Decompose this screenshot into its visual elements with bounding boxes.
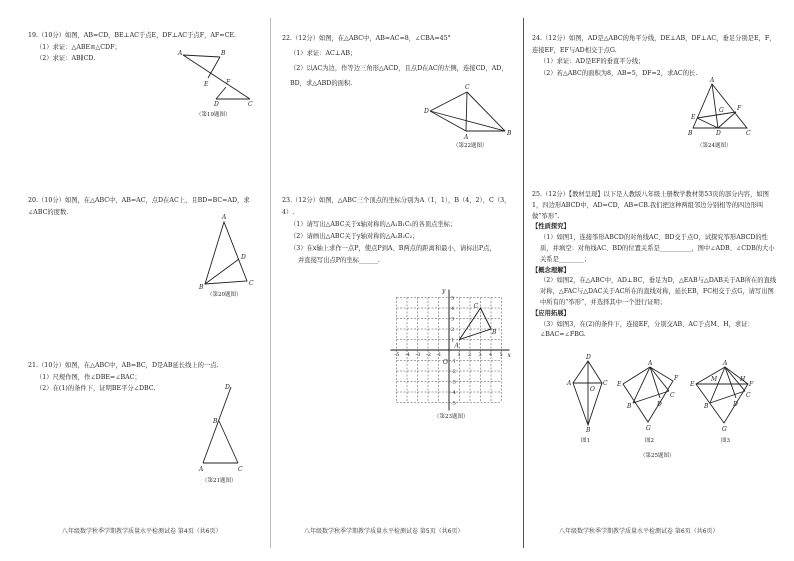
point-label: B: [627, 403, 632, 410]
point-label: D: [586, 354, 591, 361]
figure-19: [177, 50, 253, 118]
point-label: A: [199, 466, 204, 473]
y-tick-label: -5: [451, 400, 456, 407]
point-label: B: [688, 130, 693, 137]
point-label: D: [241, 254, 246, 261]
q25-part-3: （3）如图3，在(2)的条件下，连接EF，分别交AB、AC于点M、H，求证：∠BAC=∠FBG.: [540, 320, 754, 339]
x-tick-label: -2: [426, 352, 431, 358]
point-label: E: [617, 381, 622, 388]
q25-heading-concept: 【概念理解】: [532, 266, 570, 274]
q25-heading-application: 【应用拓展】: [532, 309, 570, 317]
point-label: C: [746, 130, 751, 137]
point-label: A: [648, 360, 653, 367]
point-label: A: [464, 134, 469, 141]
point-label: D: [424, 108, 429, 115]
point-label: F: [226, 79, 231, 86]
x-tick-label: 5: [499, 352, 503, 358]
point-label: E: [690, 381, 695, 388]
q23-part-2: （2）请画出△ABC关于y轴对称的△A₂B₂C₂；: [290, 233, 419, 240]
figure-name: 图2: [645, 438, 654, 444]
q20-stem: 20.（10分）如图，在△ABC中，AB=AC，点D在AC上，且BD=BC=AD，求∠ABC的度数.: [28, 197, 250, 216]
point-label: C: [746, 392, 751, 399]
x-tick-label: -3: [415, 352, 421, 358]
point-label: A: [710, 77, 715, 84]
point-label: E: [691, 114, 696, 121]
q25-part-2: （2）如图2，在△ABC中，AD⊥BC，垂足为D，△EAB与△DAB关于AB所在的直线对称，△FAC与△DAC关于AC所在的直线对称，延长EB，FC相交于点G，请写出图中所有的“筝形”，并选择其中一个进行证明；: [540, 277, 777, 306]
point-label: C: [465, 84, 470, 91]
origin-label: O: [443, 359, 448, 366]
figure-25-2: [616, 360, 679, 444]
figure-caption: （第19题图）: [196, 112, 231, 118]
x-axis-label: x: [507, 352, 511, 359]
q22-stem: 22.（12分）如图，在△ABC中，AB=AC=8，∠CBA=45°: [282, 35, 451, 42]
point-label: C: [249, 280, 254, 287]
point-label: M: [711, 376, 718, 383]
q23-part-3: （3）在x轴上求作一点P，使点P到A、B两点的距离和最小，请标出P点，: [290, 245, 496, 252]
point-label: H: [740, 376, 746, 383]
point-label: B: [586, 427, 591, 434]
y-tick-label: -3: [451, 379, 456, 386]
figure-caption: （第21题图）: [202, 478, 237, 484]
q25-heading-property: 【性质探究】: [532, 223, 570, 231]
y-tick-label: 3: [451, 316, 455, 323]
figure-25-3: [689, 360, 754, 444]
point-label: D: [657, 401, 662, 408]
x-tick-label: 2: [468, 352, 472, 358]
y-tick-label: -1: [451, 358, 456, 365]
q24-part-2: （2）若△ABC的面积为8，AB=5，DF=2，求AC的长.: [540, 69, 698, 77]
q23-part-3-cont: 并直接写出点P的坐标______.: [298, 257, 380, 264]
q23-stem: 23.（12分）如图，△ABC三个顶点的坐标分别为A（1，1），B（4，2），C（3，4）.: [282, 197, 511, 216]
page-footer-5: 八年级数学秋季学期教学质量水平检测试卷 第5页（共6页）: [304, 528, 464, 535]
point-label: C: [248, 101, 253, 108]
figure-23-coordinate-grid: [391, 288, 512, 411]
point-label: A: [567, 380, 572, 387]
point-label: D: [716, 130, 721, 137]
x-tick-label: -1: [436, 352, 442, 358]
point-label: C: [238, 466, 243, 473]
figure-name: 图1: [581, 438, 590, 444]
point-label: G: [646, 425, 651, 432]
point-label: C: [670, 392, 675, 399]
point-label: A: [454, 342, 459, 350]
point-label: B: [507, 130, 512, 137]
point-label: F: [737, 105, 742, 112]
figure-caption: （第25题图）: [640, 453, 675, 459]
x-tick-label: -5: [394, 352, 400, 358]
y-tick-label: 5: [451, 295, 455, 302]
figure-24: [687, 77, 751, 149]
x-tick-label: 3: [478, 352, 482, 358]
point-label: F: [674, 375, 679, 382]
figure-name: 图3: [721, 438, 730, 444]
q22-part-1: （1）求证：AC⊥AB；: [290, 50, 357, 57]
point-label: C: [603, 380, 608, 387]
point-label: G: [719, 107, 724, 114]
point-label: C: [473, 303, 479, 310]
y-tick-label: -4: [451, 390, 456, 396]
q21-stem: 21.（10分）如图，在△ABC中，AB=BC，D是AB延长线上的一点.: [28, 362, 219, 369]
point-label: B: [704, 403, 709, 410]
point-label: F: [749, 381, 754, 388]
q21-part-1: （1）尺规作图，作∠DBE=∠BAC；: [36, 373, 141, 381]
point-label: A: [178, 50, 183, 57]
q19-part-1: （1）求证：△ABE≌△CDF；: [36, 43, 121, 51]
point-label: A: [222, 214, 227, 221]
triangle-abc: [460, 308, 492, 340]
figure-caption: （第20题图）: [207, 292, 242, 298]
q25-stem: 25.（12分）【教材呈现】以下是人教版八年级上册数学教材第53页的部分内容，如图1，四边形ABCD中，AD=CD，AB=CB.我们把这种两组邻边分别相等的四边形叫做“筝形”.: [532, 191, 769, 220]
point-label: G: [722, 426, 727, 433]
q23-part-1: （1）请写出△ABC关于x轴对称的△A₁B₁C₁的各顶点坐标；: [290, 221, 457, 228]
q21-part-2: （2）在(1)的条件下，证明BE平分∠DBC.: [36, 385, 156, 392]
point-label: O: [590, 386, 595, 393]
page-footer-6: 八年级数学秋季学期教学质量水平检测试卷 第6页（共6页）: [559, 528, 719, 535]
point-label: D: [733, 401, 738, 408]
q19-part-2: （2）求证：AB∥CD.: [36, 55, 96, 62]
point-label: D: [214, 101, 219, 108]
figure-21: [198, 384, 243, 484]
figure-22: [423, 84, 512, 149]
point-label: B: [213, 418, 218, 425]
q22-part-2: （2）以AC为边，作等边三角形△ACD，且点D在AC的左侧，连接CD，AD，BD，求△ABD的面积.: [290, 65, 508, 87]
point-label: E: [204, 81, 209, 88]
y-axis-label: y: [442, 287, 446, 295]
page-footer-4: 八年级数学秋季学期教学质量水平检测试卷 第4页（共6页）: [62, 528, 222, 535]
point-label: A: [723, 360, 728, 367]
y-tick-label: 1: [451, 337, 455, 344]
x-tick-label: 4: [489, 352, 493, 358]
point-label: B: [492, 329, 497, 336]
y-tick-label: 4: [451, 306, 455, 312]
x-tick-label: -4: [405, 352, 410, 358]
point-label: B: [221, 50, 226, 57]
figure-caption: （第22题图）: [453, 143, 488, 149]
figure-20: [198, 214, 254, 298]
x-tick-label: 1: [457, 352, 461, 358]
point-label: D: [225, 384, 230, 391]
y-tick-label: -2: [451, 369, 456, 375]
figure-25-1: [566, 354, 608, 444]
q24-stem: 24.（12分）如图，AD是△ABC的角平分线，DE⊥AB，DF⊥AC，垂足分别是E，F，连接EF，EF与AD相交于点G.: [532, 35, 776, 54]
point-label: B: [199, 284, 204, 291]
q24-part-1: （1）求证：AD是EF的垂直平分线；: [540, 58, 645, 65]
q25-part-1: （1）如图1，连接筝形ABCD的对角线AC、BD交于点O，试探究筝形ABCD的性质，并填空：对角线AC、BD的位置关系是__________，图中∠ADB、∠CDB的大小关系是________；: [540, 234, 775, 263]
figure-caption: （第23题图）: [434, 414, 469, 420]
figure-caption: （第24题图）: [697, 143, 732, 149]
y-tick-label: 2: [451, 327, 455, 333]
q19-stem: 19.（10分）如图，AB=CD，BE⊥AC于点E，DF⊥AC于点F，AF=CE.: [28, 32, 236, 39]
